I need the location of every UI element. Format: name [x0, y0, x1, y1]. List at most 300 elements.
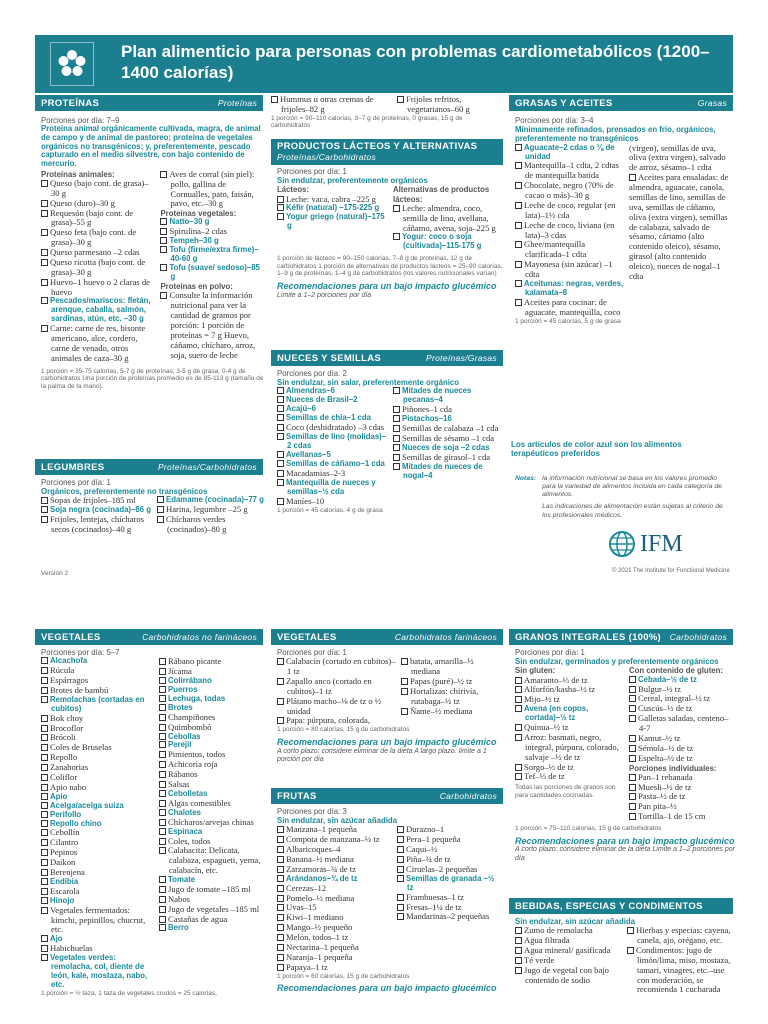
list-item: [515, 705, 625, 723]
checkbox-icon[interactable]: [515, 957, 522, 964]
list-item-label: Chalotes: [168, 807, 201, 817]
list-item: [41, 297, 156, 324]
checkbox-icon[interactable]: [393, 387, 400, 394]
checkbox-icon[interactable]: [159, 714, 166, 721]
checkbox-icon[interactable]: [277, 698, 284, 705]
checkbox-icon[interactable]: [41, 907, 48, 914]
list-item-label: Cebolletas: [168, 788, 208, 798]
list-item-label: Caqui–½: [406, 844, 438, 855]
checkbox-icon[interactable]: [159, 800, 166, 807]
list-item-label: Frijoles, lentejas, chícharos secos (cocinados)–40 g: [50, 514, 145, 535]
checkbox-icon[interactable]: [41, 696, 48, 703]
checkbox-icon[interactable]: [393, 205, 400, 212]
list-item-label: Mantequilla de nueces y semillas–½ cda: [286, 477, 376, 496]
checkbox-icon[interactable]: [159, 838, 166, 845]
checkbox-icon[interactable]: [160, 171, 167, 178]
checkbox-icon[interactable]: [157, 516, 164, 523]
checkbox-icon[interactable]: [41, 764, 48, 771]
list-item: [515, 161, 625, 181]
checkbox-icon[interactable]: [159, 686, 166, 693]
checkbox-icon[interactable]: [397, 846, 404, 853]
list-item: [515, 733, 625, 763]
checkbox-icon[interactable]: [629, 174, 636, 181]
list-item-label: Vegetales verdes: remolacha, col, diente de león, kale, mostaza, nabo, etc.: [50, 953, 148, 989]
ifm-logo: IFM: [608, 530, 683, 558]
list-item-label: Hierbas y especias: cayena, canela, ajo, orégano, etc.: [636, 925, 731, 946]
checkbox-icon[interactable]: [159, 733, 166, 740]
checkbox-icon[interactable]: [277, 836, 284, 843]
checkbox-icon[interactable]: [277, 678, 284, 685]
checkbox-icon[interactable]: [397, 875, 404, 882]
checkbox-icon[interactable]: [41, 744, 48, 751]
checkbox-icon[interactable]: [393, 425, 400, 432]
checkbox-icon[interactable]: [159, 695, 166, 702]
checkbox-icon[interactable]: [515, 947, 522, 954]
checkbox-icon[interactable]: [515, 734, 522, 741]
list-item: [629, 714, 735, 734]
list-item-label: Pan pita–½: [638, 801, 677, 812]
list-item-label: Pomelo–½ mediana: [286, 892, 355, 903]
vegetales-2-body: Porciones por día: 1 Calabacín (cortado en cubitos)–1 tz Zapallo anco (cortado en cubitos)–1 tz Plátano macho–⅛ de tz o ½ unidad Papa: púrpura, colorada, batata, amarilla–½ mediana Papas (puré)–½ tz Hortalizas: chirivía, rutabaga–½ tz Ñame–½ mediana 1 porción = 80 calorías, 15 g de carbohidratos Recomendaciones para un bajo impacto glucémico A corto plazo: considere eliminar de la dieta A largo plazo: limite a 1 porción por día: [277, 648, 503, 786]
checkbox-icon[interactable]: [41, 200, 48, 207]
checkbox-icon[interactable]: [393, 233, 400, 240]
list-item-label: Sopas de frijoles–185 ml: [50, 495, 136, 506]
checkbox-icon[interactable]: [277, 904, 284, 911]
list-item-label: Kéfir (natural) –175-225 g: [286, 203, 380, 213]
checkbox-icon[interactable]: [41, 945, 48, 952]
list-item-label: Semillas de lino (molidas)–2 cdas: [286, 432, 387, 451]
section-vegetales-1: VEGETALES Carbohidratos no farináceos: [35, 629, 263, 645]
checkbox-icon[interactable]: [159, 741, 166, 748]
checkbox-icon[interactable]: [277, 405, 284, 412]
list-item-label: Brotes de bambú: [50, 684, 109, 695]
checkbox-icon[interactable]: [159, 809, 166, 816]
checkbox-icon[interactable]: [41, 210, 48, 217]
list-item-label: Apio: [50, 791, 68, 801]
checkbox-icon[interactable]: [277, 414, 284, 421]
checkbox-icon[interactable]: [629, 774, 636, 781]
checkbox-icon[interactable]: [277, 895, 284, 902]
checkbox-icon[interactable]: [41, 297, 48, 304]
list-item-label: Manzana–1 pequeña: [286, 824, 357, 835]
checkbox-icon[interactable]: [515, 202, 522, 209]
list-item-label: Kamut–½ tz: [638, 732, 681, 743]
checkbox-icon[interactable]: [277, 424, 284, 431]
checkbox-icon[interactable]: [401, 678, 408, 685]
list-item-label: Pera–1 pequeña: [406, 834, 461, 845]
checkbox-icon[interactable]: [159, 704, 166, 711]
checkbox-icon[interactable]: [159, 924, 166, 931]
checkbox-icon[interactable]: [41, 869, 48, 876]
checkbox-icon[interactable]: [629, 745, 636, 752]
checkbox-icon[interactable]: [159, 781, 166, 788]
list-item: [277, 716, 397, 726]
checkbox-icon[interactable]: [629, 803, 636, 810]
checkbox-icon[interactable]: [401, 688, 408, 695]
checkbox-icon[interactable]: [41, 829, 48, 836]
checkbox-icon[interactable]: [41, 811, 48, 818]
list-item: [629, 812, 735, 822]
checkbox-icon[interactable]: [393, 463, 400, 470]
checkbox-icon[interactable]: [41, 715, 48, 722]
checkbox-icon[interactable]: [629, 686, 636, 693]
vegetales-1-body: Porciones por día: 5–7 Alcachofa Rúcula Espárragos Brotes de bambú Remolachas (cortadas en cubitos) Bok choy Brocoflor Brócoli Coles de Bruselas Repollo Zanahorias Coliflor Apio nabo Apio Acelga/acelga suiza Perifollo Repollo chino Cebollín Cilantro Pepinos Daikon Berenjena Endibia Escarola Hinojo Vegetales fermentados: kimchi, pepinillos, chucrut, etc. Ajo Habichuelas Vegetales verdes: remolacha, col, diente de león, kale, mostaza, nabo, etc. Rábano picante Jícama Colirrábano Puerros Lechuga, todas Brotes Champiñones Quimbombó Cebollas Perejil Pimientos, todos Achicoria roja Rábanos Salsas Cebolletas Algas comestibles Chalotes Chícharos/arvejas chinas Espinaca Coles, todos Calabacita: Delicata, calabaza, espagueti, yema, calabacín, etc. Tomate Jugo de tomate –185 ml Nabos Jugo de vegetales –185 ml Castañas de agua Berro 1 porción = ½ taza, 1 taza de vegetales crudos = 25 calorías,: [41, 648, 266, 1024]
checkbox-icon[interactable]: [515, 144, 522, 151]
list-item-label: Pimientos, todos: [168, 749, 226, 760]
checkbox-icon[interactable]: [277, 717, 284, 724]
checkbox-icon[interactable]: [397, 856, 404, 863]
list-item-label: Perejil: [168, 740, 192, 750]
checkbox-icon[interactable]: [629, 735, 636, 742]
list-item-label: Leche de coco, liviana (en lata)–3 cdas: [524, 219, 615, 240]
checkbox-icon[interactable]: [41, 839, 48, 846]
checkbox-icon[interactable]: [277, 914, 284, 921]
checkbox-icon[interactable]: [41, 279, 48, 286]
list-item-label: Algas comestibles: [168, 797, 231, 808]
checkbox-icon[interactable]: [629, 755, 636, 762]
checkbox-icon[interactable]: [515, 937, 522, 944]
checkbox-icon[interactable]: [159, 677, 166, 684]
checkbox-icon[interactable]: [159, 668, 166, 675]
list-item: [515, 772, 625, 782]
checkbox-icon[interactable]: [515, 162, 522, 169]
list-item-label: Fresas–1¼ de tz: [406, 901, 462, 912]
checkbox-icon[interactable]: [41, 793, 48, 800]
checkbox-icon[interactable]: [277, 396, 284, 403]
checkbox-icon[interactable]: [397, 96, 404, 103]
list-item-label: Leche: vaca, cabra –225 g: [286, 193, 376, 204]
list-item-label: Papas (puré)–½ tz: [410, 675, 473, 686]
checkbox-icon[interactable]: [159, 896, 166, 903]
checkbox-icon[interactable]: [41, 229, 48, 236]
checkbox-icon[interactable]: [277, 954, 284, 961]
checkbox-icon[interactable]: [629, 676, 636, 683]
checkbox-icon[interactable]: [397, 866, 404, 873]
checkbox-icon[interactable]: [41, 180, 48, 187]
list-item: [393, 204, 501, 234]
checkbox-icon[interactable]: [41, 784, 48, 791]
checkbox-icon[interactable]: [393, 454, 400, 461]
checkbox-icon[interactable]: [41, 774, 48, 781]
checkbox-icon[interactable]: [160, 218, 167, 225]
lacteos-body: Porciones por día: 1 Sin endulzar, preferentemente orgánicos Lácteos: Leche: vaca, cabra –225 g Kéfir (natural) –175-225 g Yogur griego (natural)–175 g Alternativas de productos lácteos: Leche: almendra, coco, semilla de lino, avellana, cáñamo, avena, soja–225 g Yogur: coco o soja (cultivada)–115-175 g 1 porción de lácteos = 90–150 calorías, 7–8 g de proteínas, 12 g de carbohidratos 1 porción de alternativas de productos lácteos = 25–90 calorías, 1–9 g de proteínas, 1–4 g de carbohidratos (los valores nutricionales varían) Recomendaciones para un bajo impacto glucémico Limite a 1–2 porciones por día: [277, 167, 503, 299]
list-item-label: Bulgur–½ tz: [638, 683, 681, 694]
checkbox-icon[interactable]: [277, 875, 284, 882]
list-item-label: Cebollín: [50, 827, 80, 838]
list-item-label: Mitades de nueces de nogal–4: [402, 461, 483, 480]
list-item-label: Aceites para cocinar: de aguacate, mantequilla, coco: [524, 296, 621, 317]
list-item-label: Arroz: basmati, negro, integral, púrpura, colorado, salvaje –½ de tz: [524, 731, 619, 762]
checkbox-icon[interactable]: [393, 435, 400, 442]
checkbox-icon[interactable]: [277, 934, 284, 941]
checkbox-icon[interactable]: [159, 658, 166, 665]
list-item-label: Zumo de remolacha: [524, 925, 593, 936]
checkbox-icon[interactable]: [629, 695, 636, 702]
checkbox-icon[interactable]: [277, 460, 284, 467]
list-item-label: Calabacín (cortado en cubitos)–1 tz: [286, 656, 396, 677]
checkbox-icon[interactable]: [41, 259, 48, 266]
list-item: [41, 324, 156, 364]
list-item-label: Requesón (bajo cont. de grasa)–55 g: [50, 207, 134, 228]
list-item-label: Queso (duro)–30 g: [50, 197, 115, 208]
list-item-label: Amaranto–⅓ de tz: [524, 674, 588, 685]
list-item-label: Castañas de agua: [168, 913, 228, 924]
checkbox-icon[interactable]: [160, 292, 167, 299]
checkbox-icon[interactable]: [41, 954, 48, 961]
checkbox-icon[interactable]: [629, 705, 636, 712]
list-item: [515, 240, 625, 260]
checkbox-icon[interactable]: [157, 496, 164, 503]
list-item: [159, 846, 265, 876]
checkbox-icon[interactable]: [515, 222, 522, 229]
list-item: [515, 298, 625, 318]
list-item-label: Quimbombó: [168, 721, 212, 732]
list-item-label: Kiwi–1 mediano: [286, 912, 344, 923]
checkbox-icon[interactable]: [277, 433, 284, 440]
list-item-label: Ñame–½ mediana: [410, 705, 473, 716]
list-item: [393, 233, 501, 251]
checkbox-icon[interactable]: [277, 856, 284, 863]
checkbox-icon[interactable]: [629, 784, 636, 791]
list-item: [277, 213, 389, 231]
list-item-label: Frambuesas–1 tz: [406, 891, 464, 902]
checkbox-icon[interactable]: [41, 935, 48, 942]
checkbox-icon[interactable]: [159, 876, 166, 883]
checkbox-icon[interactable]: [515, 764, 522, 771]
list-item: [41, 696, 155, 714]
list-item: [393, 463, 501, 481]
list-item-label: Semillas de granada –½ tz: [406, 873, 495, 892]
list-item-label: Alforfón/kasha–½ tz: [524, 684, 596, 695]
list-item-label: Tempeh–30 g: [169, 236, 219, 246]
checkbox-icon[interactable]: [41, 249, 48, 256]
checkbox-icon[interactable]: [277, 924, 284, 931]
checkbox-icon[interactable]: [277, 479, 284, 486]
checkbox-icon[interactable]: [160, 228, 167, 235]
checkbox-icon[interactable]: [397, 913, 404, 920]
list-item-label: Coles de Bruselas: [50, 742, 112, 753]
checkbox-icon[interactable]: [515, 686, 522, 693]
checkbox-icon[interactable]: [41, 888, 48, 895]
checkbox-icon[interactable]: [401, 658, 408, 665]
checkbox-icon[interactable]: [157, 506, 164, 513]
checkbox-icon[interactable]: [41, 657, 48, 664]
list-item: [160, 170, 266, 210]
list-item-label: Apio nabo: [50, 781, 87, 792]
list-item: [41, 179, 156, 199]
checkbox-icon[interactable]: [277, 866, 284, 873]
list-item: [515, 260, 625, 280]
checkbox-icon[interactable]: [41, 820, 48, 827]
list-item-label: Ajo: [50, 934, 63, 944]
list-item-label: Semillas de chía–1 cda: [286, 413, 371, 423]
list-item-label: Ghee/mantequilla clarificada–1 cdta: [524, 239, 587, 260]
list-item-label: Champiñones: [168, 711, 216, 722]
checkbox-icon[interactable]: [277, 658, 284, 665]
checkbox-icon[interactable]: [515, 705, 522, 712]
proteinas-body: Porciones por día: 7–9 Proteína animal orgánicamente cultivada, magra, de animal de campo y de animal de pastoreo; proteína de vegetales orgánicos no transgénicos; y, preferentemente, pescado capturado en el medio silvestre, con bajo contenido de mercurio. Proteínas animales: Queso (bajo cont. de grasa)–30 g Queso (duro)–30 g Requesón (bajo cont. de grasa)–55 g Queso feta (bajo cont. de grasa)–30 g Queso parmesano –2 cdas Queso ricotta (bajo cont. de grasa)–30 g Huevo–1 huevo o 2 claras de huevo Pescados/mariscos: fletán, arenque, caballa, salmón, sardinas, atún, etc. –30 g Carne: carne de res, bisonte americano, alce, cordero, carne de venado, otros animales de caza–30 g Aves de corral (sin piel): pollo, gallina de Cornualles, pato, faisán, pavo, etc.–30 g Proteínas vegetales: Natto–30 g Spirulina–2 cdas Tempeh–30 g Tofu (firme/extra firme)–40-60 g Tofu (suave/ sedoso)–85 g Proteínas en polvo: Consulte la información nutricional para ver la cantidad de gramos por porción: 1 porción de proteínas = 7 g Huevo, cáñamo, chícharo, arroz, soja, suero de leche 1 porción = 35-75 calorías, 5-7 g de proteínas, 3-5 g de grasa, 0-4 g de carbohidratos Una porción de proteínas promedio es de 85-113 g (tamaño de la palma de la mano).: [41, 116, 266, 456]
list-item-label: Mijo–½ tz: [524, 694, 560, 705]
section-lacteos: PRODUCTOS LÁCTEOS Y ALTERNATIVAS Proteínas/Carbohidratos: [271, 139, 503, 165]
checkbox-icon[interactable]: [160, 264, 167, 271]
checkbox-icon[interactable]: [159, 771, 166, 778]
list-item-label: Brocoflor: [50, 722, 84, 733]
checkbox-icon[interactable]: [277, 944, 284, 951]
list-item-label: Cuscús–½ de tz: [638, 703, 693, 714]
list-item: [160, 246, 266, 264]
checkbox-icon[interactable]: [277, 196, 284, 203]
checkbox-icon[interactable]: [277, 470, 284, 477]
checkbox-icon[interactable]: [397, 826, 404, 833]
list-item-label: Semillas de girasol–1 cda: [402, 451, 491, 462]
logo: [35, 35, 109, 93]
list-item-label: Yogur: coco o soja (cultivada)–115-175 g: [402, 232, 482, 251]
list-item-label: Albaricoques–4: [286, 844, 341, 855]
list-item-label: Hummus u otras cremas de frijoles–82 g: [280, 95, 374, 114]
checkbox-icon[interactable]: [41, 687, 48, 694]
checkbox-icon[interactable]: [160, 237, 167, 244]
list-item: [627, 946, 735, 995]
list-item: Aceites para ensaladas: de almendra, aguacate, canola, semillas de lino, semillas de uva, semillas de cáñamo, oliva (extra virgen), semillas de calabaza, salvado de sésamo, cártamo (alto contenido oleico), sésamo, girasol (alto contenido oleico), nueces de nogal–1 cdta: [629, 172, 729, 281]
checkbox-icon[interactable]: [41, 897, 48, 904]
list-item-label: Cebollas: [168, 731, 201, 741]
checkbox-icon[interactable]: [159, 724, 166, 731]
checkbox-icon[interactable]: [277, 451, 284, 458]
list-item-label: Lechuga, todas: [168, 693, 226, 703]
list-item-label: Leche: almendra, coco, semilla de lino, avellana, cáñamo, avena, soja–225 g: [402, 202, 496, 233]
checkbox-icon[interactable]: [515, 299, 522, 306]
checkbox-icon[interactable]: [41, 734, 48, 741]
checkbox-icon[interactable]: [629, 715, 636, 722]
checkbox-icon[interactable]: [277, 885, 284, 892]
list-item-label: Arándanos–¾ de tz: [286, 873, 358, 883]
checkbox-icon[interactable]: [41, 325, 48, 332]
list-item: [277, 479, 389, 497]
checkbox-icon[interactable]: [41, 677, 48, 684]
checkbox-icon[interactable]: [277, 846, 284, 853]
checkbox-icon[interactable]: [629, 793, 636, 800]
checkbox-icon[interactable]: [160, 246, 167, 253]
checkbox-icon[interactable]: [159, 828, 166, 835]
list-item-label: Espárragos: [50, 675, 89, 686]
checkbox-icon[interactable]: [41, 878, 48, 885]
list-item-label: Piñones–1 cda: [402, 404, 452, 415]
checkbox-icon[interactable]: [515, 773, 522, 780]
list-item-label: Zanahorias: [50, 762, 89, 773]
list-item-label: Banana–½ mediana: [286, 854, 354, 864]
checkbox-icon[interactable]: [41, 849, 48, 856]
list-item-label: Naranja–1 pequeña: [286, 951, 353, 962]
granos-body: Porciones por día: 1 Sin endulzar, germinados y preferentemente orgánicos Sin gluten: Amaranto–⅓ de tz Alforfón/kasha–½ tz Mijo–½ tz Avena (en copos, cortada)–½ tz Quinua–½ tz Arroz: basmati, negro, integral, púrpura, colorado, salvaje –½ de tz Sorgo–⅓ de tz Tef–⅓ de tz Todas las porciones de granos son para cantidades cocinadas. Con contenido de gluten: Cebada–½ de tz Bulgur–½ tz Cereal, integral–½ tz Cuscús–½ de tz Galletas saladas, centeno–4-7 Kamut–½ tz Sémola–½ de tz Espelta–½ de tz Porciones individuales: Pan–1 rebanada Muesli–½ de tz Pasta–½ de tz Pan pita–½ Tortilla–1 de 15 cm 1 porción = 75–110 calorías, 15 g de carbohidratos Recomendaciones para un bajo impacto glucémico A corto plazo: considere eliminar de la dieta Limite a 1–2 porciones por día: [515, 648, 735, 862]
checkbox-icon[interactable]: [41, 859, 48, 866]
checkbox-icon[interactable]: [515, 677, 522, 684]
list-item: [515, 144, 625, 162]
list-item: [41, 209, 156, 229]
list-item: [157, 515, 265, 535]
checkbox-icon[interactable]: [515, 261, 522, 268]
list-item: [277, 677, 397, 697]
list-item-label: Natto–30 g: [169, 217, 210, 227]
checkbox-icon[interactable]: [627, 927, 634, 934]
checkbox-icon[interactable]: [277, 498, 284, 505]
checkbox-icon[interactable]: [393, 444, 400, 451]
checkbox-icon[interactable]: [515, 967, 522, 974]
checkbox-icon[interactable]: [159, 906, 166, 913]
list-item: [401, 707, 501, 717]
checkbox-icon[interactable]: [515, 696, 522, 703]
checkbox-icon[interactable]: [41, 506, 48, 513]
list-item-label: Huevo–1 huevo o 2 claras de huevo: [50, 276, 150, 297]
checkbox-icon[interactable]: [277, 204, 284, 211]
list-item-label: Chocolate, negro (70% de cacao o más)–30 g: [524, 180, 614, 201]
list-item-label: Mantequilla–1 cdta, 2 cdtas de mantequilla batida: [524, 160, 619, 181]
list-item-label: Durazno–1: [406, 824, 445, 835]
list-item-label: Chícharos/arvejas chinas: [168, 816, 254, 827]
checkbox-icon[interactable]: [401, 708, 408, 715]
checkbox-icon[interactable]: [397, 904, 404, 911]
checkbox-icon[interactable]: [515, 280, 522, 287]
list-item-label: Mango–½ pequeño: [286, 922, 353, 933]
checkbox-icon[interactable]: [397, 836, 404, 843]
checkbox-icon[interactable]: [277, 964, 284, 971]
list-item-label: Coles, todos: [168, 835, 211, 846]
checkbox-icon[interactable]: [271, 96, 278, 103]
list-item-label: Espelta–½ de tz: [638, 752, 693, 763]
list-item-label: Zarzamoras–¾ de tz: [286, 863, 356, 874]
checkbox-icon[interactable]: [159, 790, 166, 797]
checkbox-icon[interactable]: [41, 497, 48, 504]
checkbox-icon[interactable]: [277, 213, 284, 220]
checkbox-icon[interactable]: [397, 894, 404, 901]
checkbox-icon[interactable]: [159, 847, 166, 854]
version-label: Versión 2: [41, 570, 69, 577]
checkbox-icon[interactable]: [41, 667, 48, 674]
checkbox-icon[interactable]: [277, 387, 284, 394]
checkbox-icon[interactable]: [41, 516, 48, 523]
checkbox-icon[interactable]: [393, 406, 400, 413]
list-item-label: Sorgo–⅓ de tz: [524, 761, 574, 772]
checkbox-icon[interactable]: [629, 813, 636, 820]
list-item-label: Alcachofa: [50, 656, 88, 666]
list-item-label: Semillas de calabaza –1 cda: [402, 423, 499, 434]
checkbox-icon[interactable]: [159, 819, 166, 826]
checkbox-icon[interactable]: [393, 415, 400, 422]
checkbox-icon[interactable]: [41, 802, 48, 809]
list-item-label: Pepinos: [50, 847, 78, 858]
checkbox-icon[interactable]: [277, 826, 284, 833]
list-item-label: Puerros: [168, 684, 198, 694]
checkbox-icon[interactable]: [159, 761, 166, 768]
list-item-label: Remolachas (cortadas en cubitos): [50, 694, 145, 713]
checkbox-icon[interactable]: [515, 927, 522, 934]
checkbox-icon[interactable]: [41, 754, 48, 761]
checkbox-icon[interactable]: [515, 182, 522, 189]
checkbox-icon[interactable]: [515, 241, 522, 248]
list-item-label: Aguacate–2 cdas o ⅛ de unidad: [524, 142, 615, 161]
checkbox-icon[interactable]: [159, 886, 166, 893]
checkbox-icon[interactable]: [41, 725, 48, 732]
checkbox-icon[interactable]: [627, 947, 634, 954]
list-item-label: Tofu (firme/extra firme)–40-60 g: [169, 245, 259, 264]
list-item: [397, 875, 501, 893]
checkbox-icon[interactable]: [515, 724, 522, 731]
section-bebidas: BEBIDAS, ESPECIAS Y CONDIMENTOS: [509, 898, 733, 914]
list-item-label: Hortalizas: chirivía, rutabaga–½ tz: [410, 685, 479, 706]
list-item-label: Repollo: [50, 752, 78, 763]
list-item-label: Berenjena: [50, 866, 85, 877]
checkbox-icon[interactable]: [159, 751, 166, 758]
checkbox-icon[interactable]: [159, 916, 166, 923]
